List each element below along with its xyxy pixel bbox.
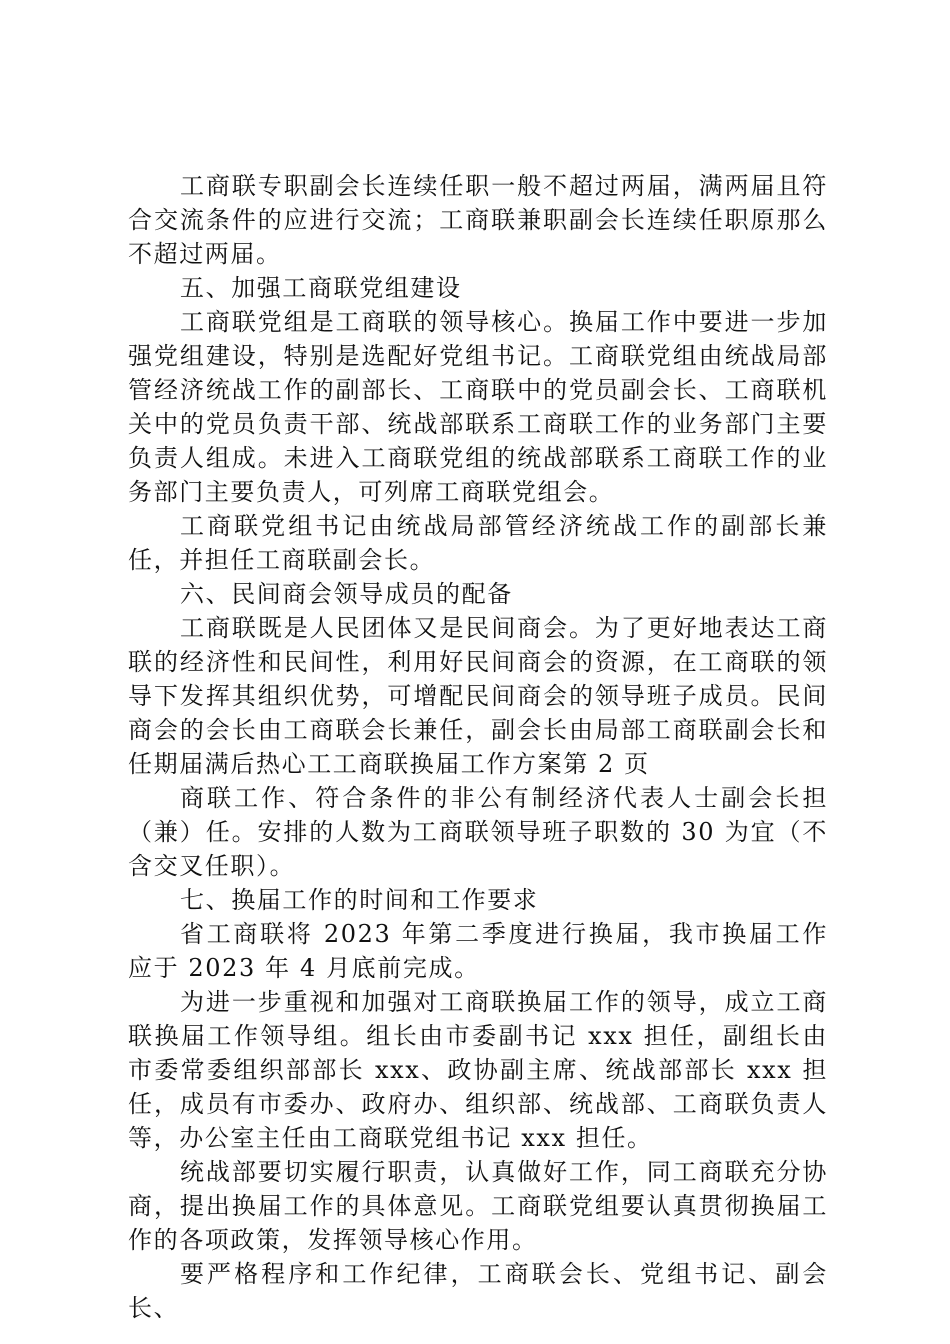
paragraph-2: 工商联党组是工商联的领导核心。换届工作中要进一步加强党组建设，特别是选配好党组书记。工商联党组由统战局部管经济统战工作的副部长、工商联中的党员副会长、工商联机关中的党员负责干部、统战部联系工商联工作的业务部门主要负责人组成。未进入工商联党组的统战部联系工商联工作的业务部门主要负责人，可列席工商联党组会。 <box>128 308 828 506</box>
document-body <box>128 169 828 1325</box>
paragraph-8: 统战部要切实履行职责，认真做好工作，同工商联充分协商，提出换届工作的具体意见。工商联党组要认真贯彻换届工作的各项政策，发挥领导核心作用。 <box>128 1158 828 1254</box>
paragraph-3: 工商联党组书记由统战局部管经济统战工作的副部长兼任，并担任工商联副会长。 <box>128 512 828 574</box>
section-heading-5: 五、加强工商联党组建设 <box>180 274 462 302</box>
paragraph-4: 工商联既是人民团体又是民间商会。为了更好地表达工商联的经济性和民间性，利用好民间商会的资源，在工商联的领导下发挥其组织优势，可增配民间商会的领导班子成员。民间商会的会长由工商联会长兼任，副会长由局部工商联副会长和任期届满后热心工工商联换届工作方案第 2 页 <box>128 614 828 778</box>
paragraph-7: 为进一步重视和加强对工商联换届工作的领导，成立工商联换届工作领导组。组长由市委副书记 xxx 担任，副组长由市委常委组织部部长 xxx、政协副主席、统战部部长 xxx 担任，成员有市委办、政府办、组织部、统战部、工商联负责人等，办公室主任由工商联党组书记 xxx 担任。 <box>128 988 828 1152</box>
paragraph-9: 要严格程序和工作纪律，工商联会长、党组书记、副会长、 <box>128 1260 828 1322</box>
paragraph-1: 工商联专职副会长连续任职一般不超过两届，满两届且符合交流条件的应进行交流；工商联兼职副会长连续任职原那么不超过两届。 <box>128 172 828 268</box>
paragraph-5: 商联工作、符合条件的非公有制经济代表人士副会长担（兼）任。安排的人数为工商联领导班子职数的 30 为宜（不含交叉任职）。 <box>128 784 828 880</box>
section-heading-6: 六、民间商会领导成员的配备 <box>180 580 513 608</box>
section-heading-7: 七、换届工作的时间和工作要求 <box>180 886 539 914</box>
paragraph-6: 省工商联将 2023 年第二季度进行换届，我市换届工作应于 2023 年 4 月底前完成。 <box>128 920 828 982</box>
